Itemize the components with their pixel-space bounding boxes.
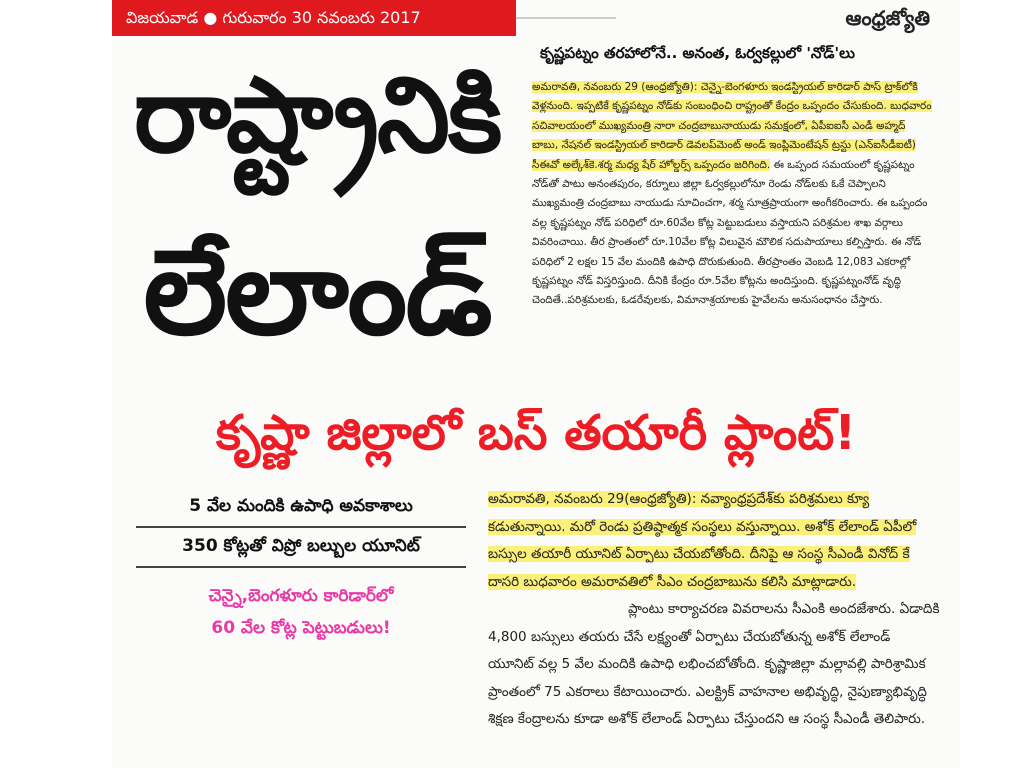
- main-story-lead: అమరావతి, నవంబరు 29(ఆంధ్రజ్యోతి): నవ్యాంధ్రప్రదేశ్‌కు పరిశ్రమలు క్యూ కడుతున్నాయి. మరో రెండు ప్రతిష్ఠాత్మక సంస్థలు వస్తున్నాయి. అశోక్ లేలాండ్ ఏపీలో బస్సుల తయారీ యూనిట్ ఏర్పాటు చేయబోతోంది. దీనిపై ఆ సంస్థ సీఎండీ వినోద్ కే దాసరి బుధవారం అమరావతిలో సీఎం చంద్రబాబును కలిసి మాట్లాడారు.: [488, 491, 917, 590]
- headline-line1: రాష్ట్రానికి: [133, 54, 501, 176]
- divider: [136, 566, 466, 568]
- side-story-text: ఈ ఒప్పంద సమయంలో కృష్ణపట్నం నోడ్‌తో పాటు అనంతపురం, కర్నూలు జిల్లా ఓర్వకల్లులోనూ రెండు నోడ్‌లకు ఓకే చెప్పాలని ముఖ్యమంత్రి చంద్రబాబు నాయుడు సూచించగా, శర్మ సూత్రప్రాయంగా అంగీకరించారు. ఈ ఒప్పందం వల్ల కృష్ణపట్నం నోడ్ పరిధిలో రూ.60వేల కోట్ల పెట్టుబడులు వస్తాయని పరిశ్రమల శాఖ వర్గాలు వివరించాయి. తీర ప్రాంతంలో రూ.10వేల కోట్ల విలువైన మౌలిక సదుపాయాలు కల్పిస్తారు. ఈ నోడ్ పరిధిలో 2 లక్షల 15 వేల మందికి ఉపాధి దొరుకుతుంది. తీరప్రాంతం వెంబడి 12,083 ఎకరాల్లో కృష్ణపట్నం నోడ్ విస్తరిస్తుంది. దీనికి కేంద్రం రూ.5వేల కోట్లను అందిస్తుంది. కృష్ణపట్నంనోడ్ వృద్ధి చెందితే..పరిశ్రమలకు, ఓడరేవులకు, విమానాశ్రయాలకు హైవేలను అనుసంధానం చేస్తారు.: [532, 158, 928, 307]
- pink-callout-line1: చెన్నై,బెంగళూరు కారిడార్‌లో: [208, 586, 394, 606]
- side-story-body: [532, 78, 934, 311]
- dateline: విజయవాడ ● గురువారం 30 నవంబరు 2017: [112, 0, 516, 36]
- pink-callout-line2: 60 వేల కోట్ల పెట్టుబడులు!: [211, 618, 391, 638]
- newspaper-brand: ఆంధ్రజ్యోతి: [845, 6, 930, 30]
- main-story: [488, 486, 940, 734]
- subheadline: కృష్ణా జిల్లాలో బస్ తయారీ ప్లాంట్!: [215, 405, 857, 461]
- masthead: [112, 0, 960, 36]
- highlight-point-jobs: 5 వేల మందికి ఉపాధి అవకాశాలు: [189, 496, 413, 516]
- pink-callout: [136, 580, 466, 644]
- highlight-point-wipro: 350 కోట్లతో విప్రో బల్బుల యూనిట్: [182, 536, 420, 556]
- divider: [136, 526, 466, 528]
- masthead-rule: [516, 17, 616, 19]
- headline-line2: లేలాండ్: [143, 223, 491, 361]
- main-story-text: ప్లాంటు కార్యాచరణ వివరాలను సీఎంకి అందజేశారు. ఏడాదికి 4,800 బస్సులు తయరు చేసే లక్ష్యంతో ఏర్పాటు చేయబోతున్న అశోక్ లేలాండ్ యూనిట్ వల్ల 5 వేల మందికి ఉపాధి లభించబోతోంది. కృష్ణాజిల్లా మల్లావల్లి పారిశ్రామిక ప్రాంతంలో 75 ఎకరాలు కేటాయించారు. ఎలక్ట్రిక్ వాహనాల అభివృద్ధి, నైపుణ్యాభివృద్ధి శిక్షణ కేంద్రాలను కూడా అశోక్ లేలాండ్ ఏర్పాటు చేస్తుందని ఆ సంస్థ సీఎండీ తెలిపారు.: [488, 601, 940, 727]
- side-story-lead: అమరావతి, నవంబరు 29 (ఆంధ్రజ్యోతి): చెన్నై-బెంగళూరు ఇండస్ట్రియల్ కారిడార్ పాస్ ట్రాక్‌లోకి వెళ్లనుంది. ఇప్పటికే కృష్ణపట్నం నోడ్‌కు సంబంధించి రాష్ట్రంతో కేంద్రం ఒప్పందం చేసుకుంది. బుధవారం సచివాలయంలో ముఖ్యమంత్రి నారా చంద్రబాబునాయుడు సమక్షంలో, ఏపీఐఐసీ ఎండీ అహ్మద్ బాబు, నేషనల్ ఇండస్ట్రియల్ కారిడార్ డెవలప్‌మెంట్ అండ్ ఇంప్లిమెంటేషన్ ట్రస్టు (ఎన్ఐసీడీఐటీ) సీఈవో అల్కేశ్‌కె.శర్మ మధ్య షేర్ హోల్డర్స్ ఒప్పందం జరిగింది.: [532, 81, 932, 171]
- side-story-heading: కృష్ణపట్నం తరహాలోనే.. అనంత, ఓర్వకల్లులో 'నోడ్'లు: [540, 44, 855, 62]
